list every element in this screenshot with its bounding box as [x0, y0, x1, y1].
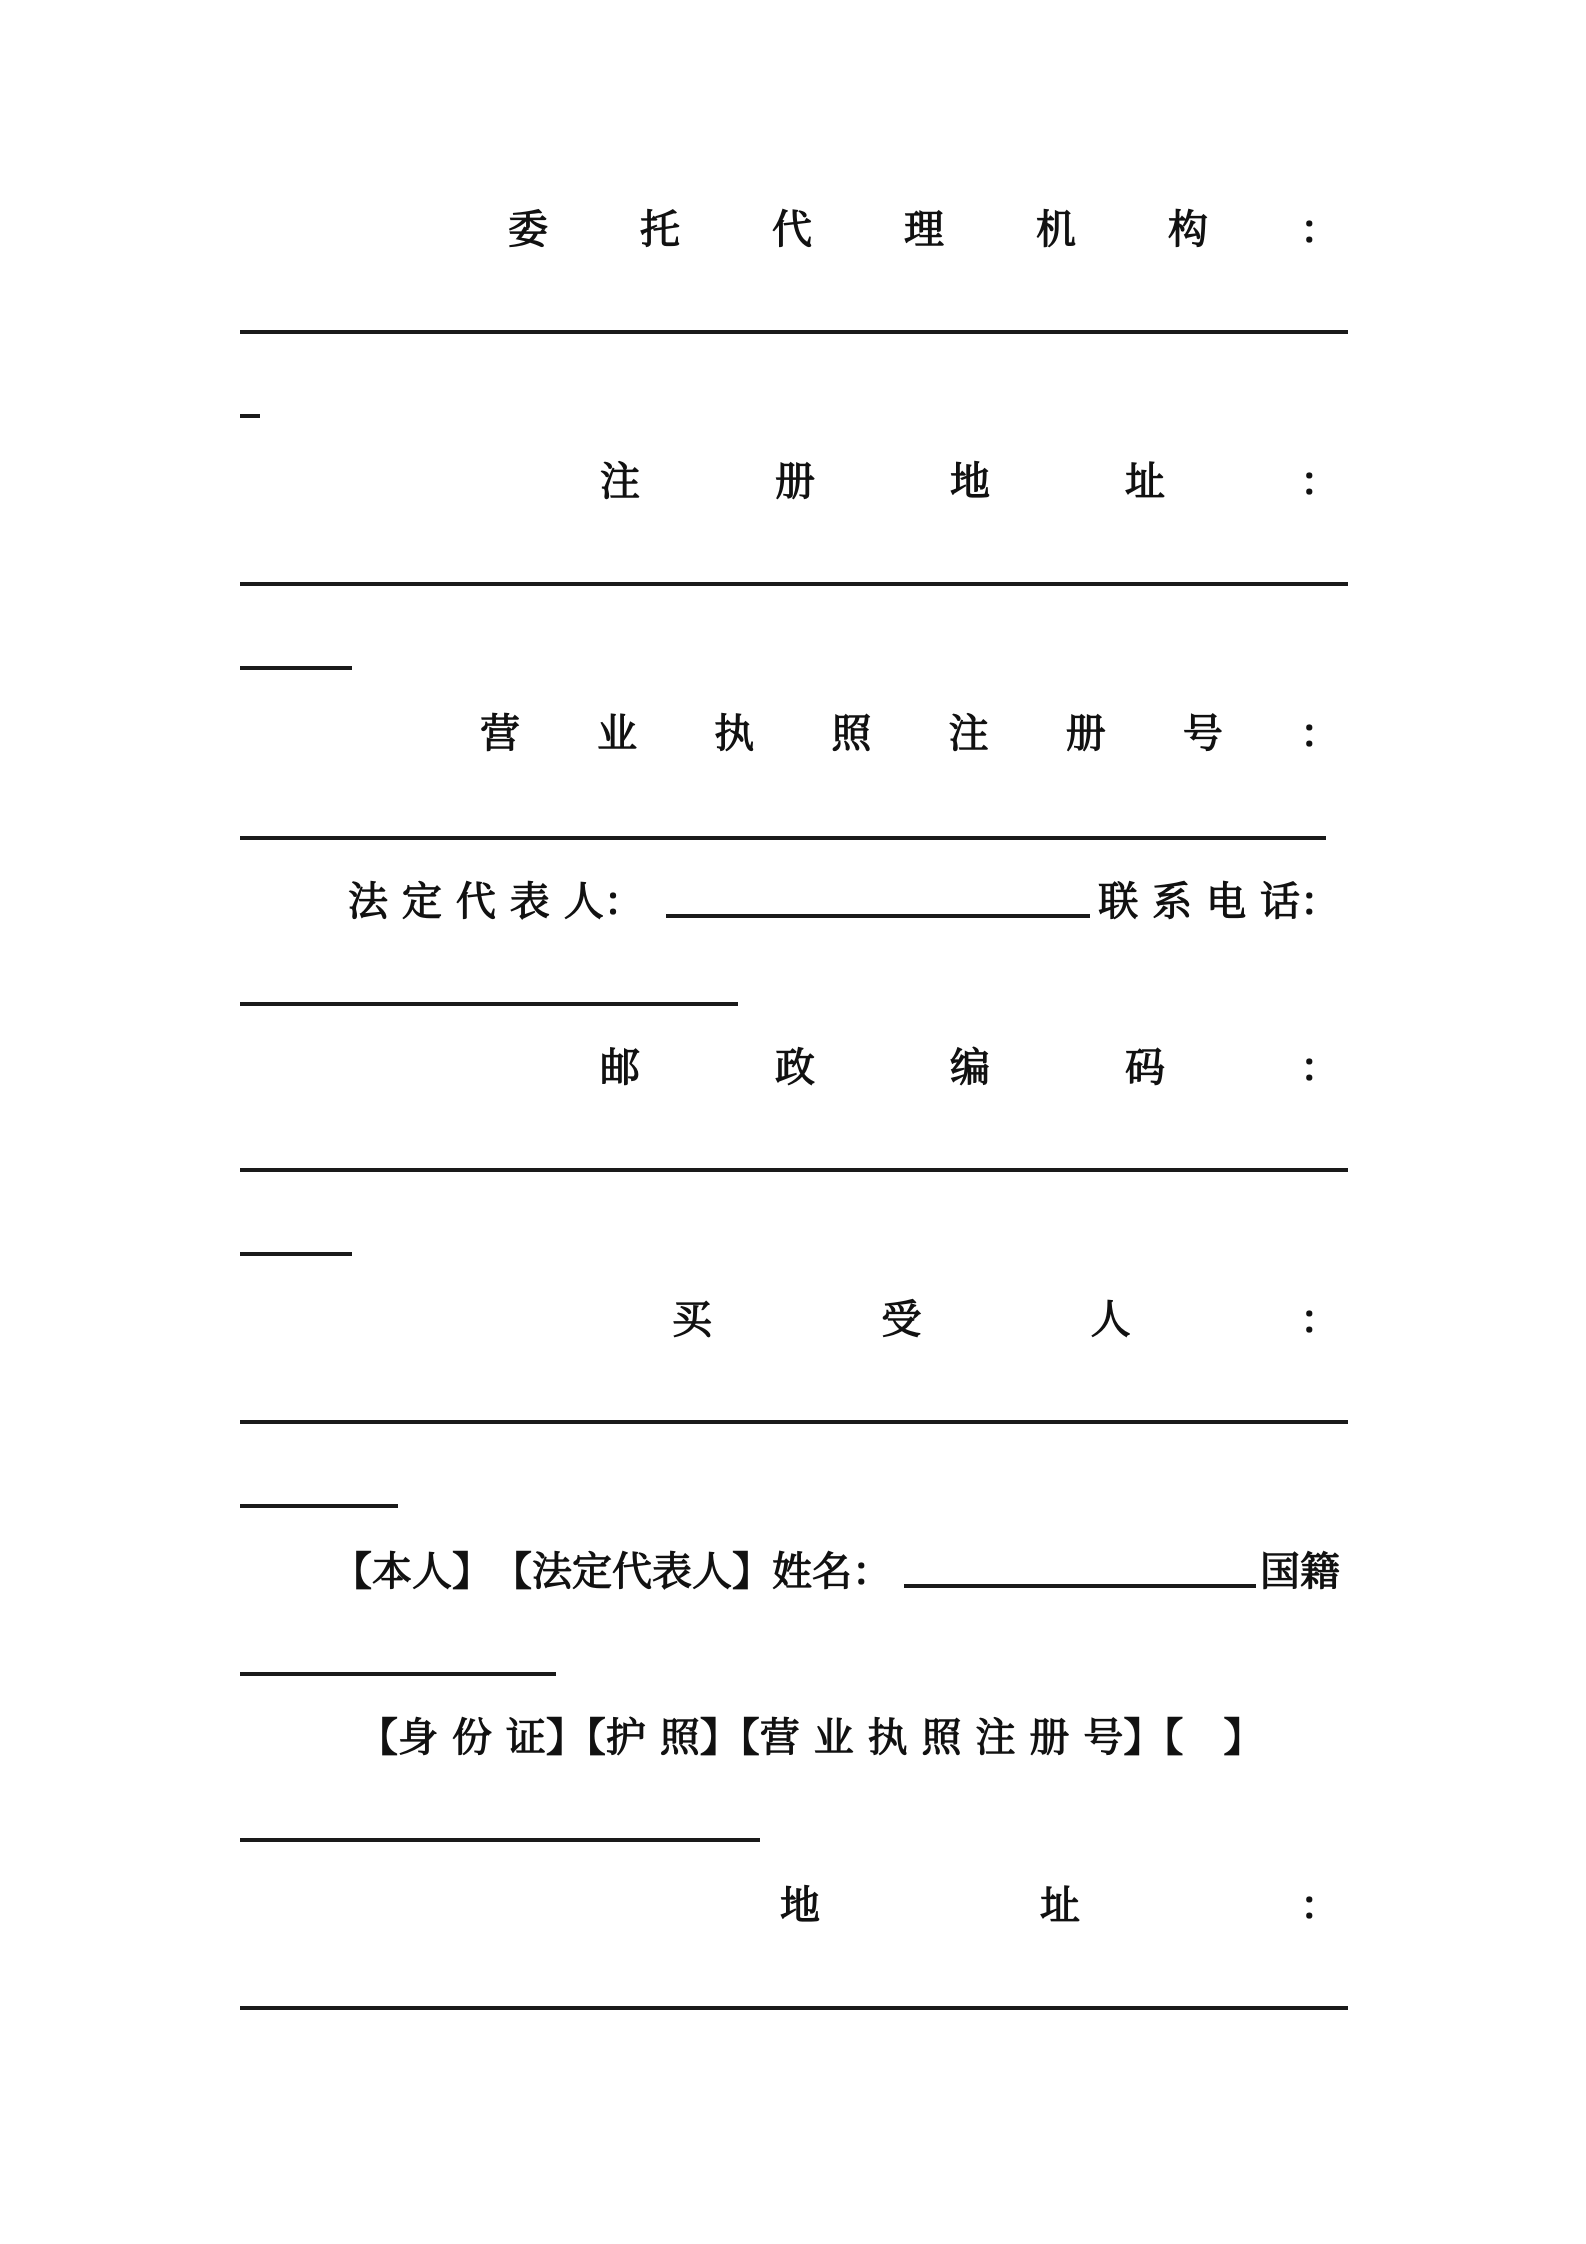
license-label	[240, 700, 1340, 760]
agency-label-char: 构	[1168, 206, 1208, 253]
name-field[interactable]	[904, 1584, 1256, 1588]
agency-label-char: 代	[772, 206, 812, 253]
name-label: 姓名：	[772, 1548, 892, 1595]
buyer-address-label-char: 地	[780, 1882, 820, 1929]
buyer-address-label-char: ：	[1300, 1882, 1340, 1929]
buyer-label	[240, 1286, 1340, 1346]
agency-label-char: 托	[640, 206, 680, 253]
address-underline-tail[interactable]	[240, 666, 352, 670]
postcode-label-char: 政	[775, 1044, 815, 1091]
postcode-label-char: 邮	[600, 1044, 640, 1091]
license-label-char: 执	[714, 710, 755, 757]
legal-rep-label: 法 定 代 表 人：	[348, 878, 644, 925]
agency-label-char: 理	[904, 206, 944, 253]
buyer-label-char: 买	[672, 1296, 712, 1343]
agency-label-char: ：	[1300, 206, 1340, 253]
license-label-char: 照	[831, 710, 872, 757]
buyer-address-label-char: 址	[1040, 1882, 1080, 1929]
agency-underline-tail[interactable]	[240, 414, 260, 418]
address-label-char: ：	[1300, 458, 1340, 505]
postcode-label-char: ：	[1300, 1044, 1340, 1091]
license-label-char: 号	[1182, 710, 1223, 757]
postcode-underline-tail[interactable]	[240, 1252, 352, 1256]
buyer-label-char: 人	[1090, 1296, 1131, 1343]
option-self[interactable]: 【本人】	[332, 1548, 492, 1595]
buyer-label-char: ：	[1299, 1296, 1340, 1343]
option-legal-rep[interactable]: 【法定代表人】	[492, 1548, 772, 1595]
address-underline[interactable]	[240, 582, 1348, 586]
postcode-label	[240, 1034, 1340, 1094]
license-label-char: 业	[597, 710, 638, 757]
buyer-address-underline[interactable]	[240, 2006, 1348, 2010]
agency-underline[interactable]	[240, 330, 1348, 334]
address-label	[240, 448, 1340, 508]
postcode-label-char: 码	[1125, 1044, 1165, 1091]
postcode-underline[interactable]	[240, 1168, 1348, 1172]
buyer-label-char: 受	[881, 1296, 922, 1343]
license-label-char: 营	[480, 710, 520, 757]
buyer-address-label	[240, 1872, 1340, 1932]
license-underline[interactable]	[240, 836, 1326, 840]
nationality-underline[interactable]	[240, 1672, 556, 1676]
buyer-underline-tail[interactable]	[240, 1504, 398, 1508]
license-label-char: ：	[1299, 710, 1340, 757]
buyer-underline[interactable]	[240, 1420, 1348, 1424]
phone-label: 联 系 电 话：	[1098, 878, 1340, 925]
agency-label-char: 机	[1036, 206, 1076, 253]
phone-underline[interactable]	[240, 1002, 738, 1006]
nationality-label: 国籍	[1260, 1548, 1340, 1595]
legal-rep-field[interactable]	[666, 914, 1091, 918]
address-label-char: 地	[950, 458, 990, 505]
document-type-row	[240, 1704, 1340, 1764]
address-label-char: 址	[1125, 458, 1165, 505]
document-type-options[interactable]: 【身 份 证】【护 照】【营 业 执 照 注 册 号】【 】	[358, 1714, 1264, 1761]
legal-rep-row	[240, 868, 1340, 928]
address-label-char: 册	[775, 458, 815, 505]
license-label-char: 册	[1065, 710, 1106, 757]
identity-row	[240, 1538, 1340, 1598]
document-number-underline[interactable]	[240, 1838, 760, 1842]
license-label-char: 注	[948, 710, 989, 757]
address-label-char: 注	[600, 458, 640, 505]
postcode-label-char: 编	[950, 1044, 990, 1091]
agency-label-char: 委	[508, 206, 548, 253]
agency-label	[240, 196, 1340, 256]
